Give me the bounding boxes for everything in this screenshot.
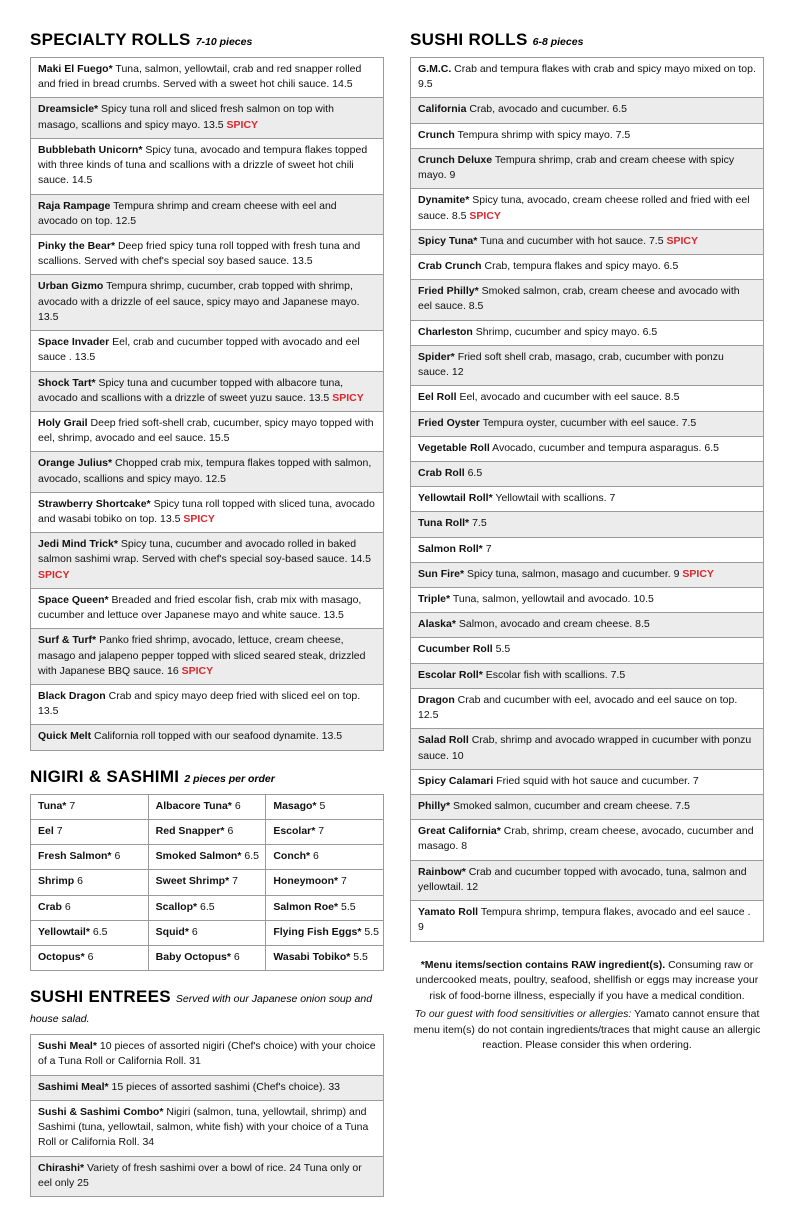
item-price: 9 xyxy=(673,567,680,580)
menu-item-row xyxy=(30,235,384,275)
menu-item-row xyxy=(30,629,384,685)
item-description: Tempura shrimp with spicy mayo. xyxy=(457,128,613,141)
sushi-rolls-heading xyxy=(410,30,764,50)
menu-item-row xyxy=(30,331,384,371)
item-price: 6.5 xyxy=(467,466,483,479)
menu-item-row xyxy=(30,139,384,195)
nigiri-cell xyxy=(149,795,267,820)
item-price: 7.5 xyxy=(648,234,664,247)
item-description: 10 pieces of assorted nigiri (Chef's choice) with your choice of a Tuna Roll or California Roll. xyxy=(38,1040,376,1068)
menu-item-row xyxy=(410,255,764,280)
item-price: 5.5 xyxy=(353,950,368,963)
item-price: 6 xyxy=(191,925,198,938)
item-price: 7.5 xyxy=(610,668,626,681)
item-name: Cucumber Roll xyxy=(418,643,493,656)
item-description: Smoked salmon, crab, cream cheese and avocado with eel sauce. xyxy=(418,285,740,313)
item-name: Albacore Tuna* xyxy=(155,799,232,812)
item-name: Crunch xyxy=(418,128,455,141)
item-description: Crab, tempura flakes and spicy mayo. xyxy=(484,259,661,272)
section-nigiri-sashimi xyxy=(30,767,384,972)
item-price: 8 xyxy=(461,840,468,853)
item-price: 14.5 xyxy=(332,78,353,91)
menu-item-row xyxy=(410,462,764,487)
item-price: 5 xyxy=(319,799,326,812)
item-name: Great California* xyxy=(418,825,501,838)
item-name: Squid* xyxy=(155,925,189,938)
item-price: 7 xyxy=(232,875,238,888)
nigiri-cell xyxy=(266,870,384,895)
item-description: Crab, avocado and cucumber. xyxy=(469,103,610,116)
menu-item-row xyxy=(410,346,764,386)
item-price: 14.5 xyxy=(71,174,93,187)
item-description: 15 pieces of assorted sashimi (Chef's choice). xyxy=(111,1080,326,1093)
item-name: Urban Gizmo xyxy=(38,280,104,293)
menu-item-row xyxy=(410,512,764,537)
item-price: 5.5 xyxy=(495,643,511,656)
item-description: Crab and cucumber topped with avocado, tuna, salmon and yellowtail. xyxy=(418,865,747,893)
item-name: Vegetable Roll xyxy=(418,441,490,454)
item-name: Surf & Turf* xyxy=(38,634,97,647)
item-description: Spicy tuna, avocado, cream cheese rolled and fried with eel sauce. xyxy=(418,194,750,222)
item-name: Escolar Roll* xyxy=(418,668,483,681)
item-price: 7 xyxy=(609,492,616,505)
item-description: Salmon, avocado and cream cheese. xyxy=(458,618,633,631)
item-price: 12.5 xyxy=(205,472,226,485)
menu-item-row xyxy=(30,195,384,235)
item-price: 7 xyxy=(692,774,699,787)
item-price: 6.5 xyxy=(92,925,108,938)
item-price: 9 xyxy=(449,169,456,182)
specialty-rolls-list xyxy=(30,57,384,751)
item-price: 12.5 xyxy=(418,709,439,722)
item-description: Tuna, salmon, yellowtail and avocado. xyxy=(452,593,631,606)
item-description: Shrimp, cucumber and spicy mayo. xyxy=(475,325,640,338)
menu-item-row xyxy=(30,1157,384,1197)
item-description: Variety of fresh sashimi over a bowl of rice. xyxy=(87,1161,287,1174)
item-price: 34 xyxy=(142,1136,155,1149)
item-price: 13.5 xyxy=(203,118,224,131)
allergy-note xyxy=(410,1007,764,1054)
item-price: 7 xyxy=(318,824,325,837)
menu-item-row xyxy=(30,725,384,750)
item-price: 6 xyxy=(64,900,71,913)
raw-ingredients-note xyxy=(410,958,764,1005)
item-name: California xyxy=(418,103,467,116)
section-title: SPECIALTY ROLLS xyxy=(30,30,191,49)
item-price: 13.5 xyxy=(321,730,343,743)
sushi-entrees-list xyxy=(30,1034,384,1197)
item-name: Triple* xyxy=(418,593,451,606)
nigiri-cell xyxy=(149,896,267,921)
nigiri-cell xyxy=(266,820,384,845)
item-description: Spicy tuna and cucumber topped with albacore tuna, avocado and scallions with a drizzle of sweet yuzu sauce. xyxy=(38,376,344,404)
item-price: 13.5 xyxy=(160,513,181,526)
item-price: 10.5 xyxy=(633,593,654,606)
spicy-badge: SPICY xyxy=(682,567,714,580)
item-description: Nigiri (salmon, tuna, yellowtail, shrimp) and Sashimi (tuna, yellowtail, salmon, white fish) with your choice of a Tuna Roll or California Roll. xyxy=(38,1105,369,1149)
item-description: Fried squid with hot sauce and cucumber. xyxy=(496,774,690,787)
sushi-rolls-list xyxy=(410,57,764,942)
item-name: Sashimi Meal* xyxy=(38,1080,109,1093)
item-price: 6.5 xyxy=(704,441,720,454)
item-description: Panko fried shrimp, avocado, lettuce, cream cheese, masago and jalapeno pepper topped with sliced seared steak, drizzled with Japanese BBQ sauce. xyxy=(38,634,366,677)
menu-item-row xyxy=(30,1076,384,1101)
item-price: 7.5 xyxy=(675,800,691,812)
item-price: 7 xyxy=(485,542,492,555)
nigiri-cell xyxy=(31,870,149,895)
nigiri-cell xyxy=(266,845,384,870)
item-price: 6 xyxy=(114,850,121,863)
item-name: Shock Tart* xyxy=(38,376,96,389)
item-name: Fried Oyster xyxy=(418,416,480,429)
item-description: Escolar fish with scallions. xyxy=(485,668,608,681)
item-price: 8.5 xyxy=(468,300,484,313)
spicy-badge: SPICY xyxy=(666,234,698,247)
item-description: Crab, shrimp and avocado wrapped in cucumber with ponzu sauce. xyxy=(418,734,752,762)
item-price: 7.5 xyxy=(615,128,631,141)
item-name: Spicy Calamari xyxy=(418,774,494,787)
item-name: Raja Rampage xyxy=(38,199,111,212)
menu-item-row xyxy=(30,98,384,138)
item-description: Crab and tempura flakes with crab and spicy mayo mixed on top. xyxy=(454,63,756,75)
item-price: 13.5 xyxy=(308,391,330,404)
menu-item-row xyxy=(410,437,764,462)
nigiri-cell xyxy=(31,845,149,870)
item-description: Deep fried spicy tuna roll topped with fresh tuna and scallions. Served with chef's special soy based sauce. xyxy=(38,239,361,268)
section-subtitle: 6-8 pieces xyxy=(532,36,584,48)
item-name: Tuna Roll* xyxy=(418,517,470,530)
menu-item-row xyxy=(30,589,384,629)
item-price: 33 xyxy=(328,1080,341,1093)
nigiri-cell xyxy=(266,795,384,820)
nigiri-cell xyxy=(31,795,149,820)
item-name: Sweet Shrimp* xyxy=(155,875,230,888)
spicy-badge: SPICY xyxy=(183,513,215,526)
section-sushi-rolls xyxy=(410,30,764,942)
item-price: 12 xyxy=(451,366,464,379)
item-price: 9.5 xyxy=(418,78,433,91)
menu-item-row xyxy=(410,321,764,346)
section-subtitle: 2 pieces per order xyxy=(184,772,275,785)
item-name: Pinky the Bear* xyxy=(38,239,116,252)
item-name: Spider* xyxy=(418,350,455,363)
menu-item-row xyxy=(410,189,764,229)
menu-item-row xyxy=(30,493,384,533)
item-price: 6 xyxy=(234,799,241,812)
footer-disclaimer xyxy=(410,958,764,1055)
item-price: 6 xyxy=(77,875,83,888)
section-title: SUSHI ENTREES xyxy=(30,987,171,1007)
item-description: Spicy tuna, avocado and tempura flakes topped with three kinds of tuna and scallions with a drizzle of sweet hot chili sauce. xyxy=(38,143,368,187)
item-name: Eel xyxy=(38,824,54,837)
section-title: SUSHI ROLLS xyxy=(410,30,528,49)
item-price: 13.5 xyxy=(323,609,344,622)
item-name: Flying Fish Eggs* xyxy=(273,925,362,938)
raw-note-bold: *Menu items/section contains RAW ingredient(s). xyxy=(420,958,666,971)
item-description: Avocado, cucumber and tempura asparagus. xyxy=(492,441,702,454)
menu-item-row xyxy=(410,664,764,689)
item-description: Smoked salmon, cucumber and cream cheese. xyxy=(453,800,673,812)
item-price: 5.5 xyxy=(364,925,379,938)
item-name: Baby Octopus* xyxy=(155,950,231,963)
item-price: 24 Tuna only or eel only 25 xyxy=(38,1161,362,1189)
item-price: 13.5 xyxy=(292,255,313,268)
spicy-badge: SPICY xyxy=(181,664,214,677)
item-price: 6.5 xyxy=(200,900,215,913)
item-description: Tempura shrimp, crab and cream cheese with spicy mayo. xyxy=(418,153,735,182)
item-price: 6.5 xyxy=(663,259,679,272)
menu-item-row xyxy=(410,861,764,901)
item-name: Quick Melt xyxy=(38,730,92,743)
nigiri-cell xyxy=(149,921,267,946)
menu-item-row xyxy=(410,280,764,320)
item-description: Crab and spicy mayo deep fried with sliced eel on top. xyxy=(108,690,361,702)
nigiri-cell xyxy=(149,946,267,971)
item-name: Crab xyxy=(38,900,62,913)
item-description: Tempura shrimp and cream cheese with eel and avocado on top. xyxy=(38,199,337,227)
item-name: Fresh Salmon* xyxy=(38,850,112,863)
item-description: Tempura oyster, cucumber with eel sauce. xyxy=(482,416,679,429)
item-name: Honeymoon* xyxy=(273,875,339,888)
specialty-rolls-heading xyxy=(30,30,384,50)
item-price: 6.5 xyxy=(642,325,658,338)
item-name: Salmon Roe* xyxy=(273,900,339,913)
item-name: Eel Roll xyxy=(418,391,457,404)
section-specialty-rolls xyxy=(30,30,384,751)
nigiri-cell xyxy=(31,921,149,946)
menu-item-row xyxy=(410,487,764,512)
item-price: 12.5 xyxy=(115,214,137,227)
item-price: 12 xyxy=(466,880,479,893)
menu-item-row xyxy=(410,149,764,189)
item-description: Spicy tuna, cucumber and avocado rolled in baked salmon sashimi wrap. Served with chef's special soy-based sauce. xyxy=(38,538,357,566)
allergy-note-lead: To our guest with food sensitivities or allergies: xyxy=(414,1007,632,1020)
item-price: 6 xyxy=(313,850,319,863)
item-name: Yellowtail* xyxy=(38,925,90,938)
item-name: Tuna* xyxy=(38,799,67,812)
menu-item-row xyxy=(410,638,764,663)
menu-item-row xyxy=(30,412,384,452)
item-price: 6 xyxy=(227,824,234,837)
menu-item-row xyxy=(30,58,384,98)
nigiri-cell xyxy=(31,946,149,971)
item-name: Philly* xyxy=(418,800,451,812)
item-name: Black Dragon xyxy=(38,690,106,702)
nigiri-sashimi-heading xyxy=(30,767,384,787)
item-name: Space Invader xyxy=(38,336,110,349)
item-description: Crab and cucumber with eel, avocado and eel sauce on top. xyxy=(457,693,738,706)
item-name: Yamato Roll xyxy=(418,906,479,919)
menu-item-row xyxy=(410,901,764,941)
item-price: 9 xyxy=(418,921,424,934)
item-price: 7.5 xyxy=(472,517,487,530)
menu-item-row xyxy=(30,452,384,492)
item-name: Dragon xyxy=(418,693,455,706)
item-price: 14.5 xyxy=(350,553,371,566)
item-description: Tuna, salmon, yellowtail, crab and red snapper rolled and fried in bread crumbs. Served with a sweet hot chili sauce. xyxy=(38,63,362,91)
item-name: Salmon Roll* xyxy=(418,542,483,555)
item-price: 7 xyxy=(56,824,63,837)
item-name: Conch* xyxy=(273,850,311,863)
item-name: Red Snapper* xyxy=(155,824,225,837)
item-name: Chirashi* xyxy=(38,1161,85,1174)
section-sushi-entrees xyxy=(30,987,384,1197)
item-name: Strawberry Shortcake* xyxy=(38,497,151,510)
nigiri-cell xyxy=(31,896,149,921)
nigiri-cell xyxy=(149,845,267,870)
item-name: Masago* xyxy=(273,799,317,812)
item-name: Crab Crunch xyxy=(418,259,482,272)
item-description: Breaded and fried escolar fish, crab mix with masago, cucumber and lettuce over Japanese mayo and white sauce. xyxy=(38,593,362,622)
item-price: 5.5 xyxy=(341,900,356,913)
section-title: NIGIRI & SASHIMI xyxy=(30,766,180,786)
nigiri-cell xyxy=(266,896,384,921)
item-price: 7.5 xyxy=(681,416,697,429)
nigiri-sashimi-table xyxy=(30,794,384,972)
item-price: 16 xyxy=(167,664,179,677)
menu-item-row xyxy=(30,685,384,725)
menu-item-row xyxy=(30,275,384,331)
spicy-badge: SPICY xyxy=(332,391,364,404)
left-column xyxy=(30,30,384,1213)
menu-item-row xyxy=(410,538,764,563)
item-price: 8.5 xyxy=(664,391,680,404)
item-name: Wasabi Tobiko* xyxy=(273,950,351,963)
item-name: Yellowtail Roll* xyxy=(418,492,493,505)
item-price: 31 xyxy=(189,1055,201,1068)
item-description: Spicy tuna roll and sliced fresh salmon on top with masago, scallions and spicy mayo. xyxy=(38,103,334,131)
item-name: Scallop* xyxy=(155,900,198,913)
nigiri-cell xyxy=(266,946,384,971)
item-description: Tempura shrimp, cucumber, crab topped with shrimp, avocado with a drizzle of eel sauce, spicy mayo and Japanese mayo. xyxy=(38,280,360,308)
item-name: Octopus* xyxy=(38,950,85,963)
item-name: Sun Fire* xyxy=(418,567,465,580)
menu-item-row xyxy=(410,563,764,588)
item-price: 13.5 xyxy=(74,351,96,364)
nigiri-cell xyxy=(31,820,149,845)
item-description: Deep fried soft-shell crab, cucumber, spicy mayo topped with eel, shrimp, avocado and eel sauce. xyxy=(38,416,374,445)
spicy-badge: SPICY xyxy=(38,568,70,581)
menu-item-row xyxy=(410,588,764,613)
item-name: Jedi Mind Trick* xyxy=(38,538,118,551)
item-description: Crab, shrimp, cream cheese, avocado, cucumber and masago. xyxy=(418,825,754,853)
menu-item-row xyxy=(30,372,384,412)
menu-item-row xyxy=(410,820,764,860)
item-description: Tempura shrimp, tempura flakes, avocado and eel sauce . xyxy=(480,906,751,919)
item-name: Sushi Meal* xyxy=(38,1040,97,1053)
menu-item-row xyxy=(30,533,384,589)
sushi-entrees-heading xyxy=(30,987,384,1027)
item-name: Shrimp xyxy=(38,875,75,888)
item-price: 13.5 xyxy=(38,310,59,323)
item-name: Space Queen* xyxy=(38,593,109,606)
menu-item-row xyxy=(30,1035,384,1075)
item-price: 6 xyxy=(233,950,240,963)
right-column xyxy=(410,30,764,1213)
menu-item-row xyxy=(410,98,764,123)
item-name: Bubblebath Unicorn* xyxy=(38,143,143,156)
menu-item-row xyxy=(30,1101,384,1157)
item-price: 15.5 xyxy=(209,432,230,445)
item-name: Escolar* xyxy=(273,824,316,837)
item-name: Crab Roll xyxy=(418,466,465,479)
item-name: Alaska* xyxy=(418,618,456,631)
item-description: Spicy tuna, salmon, masago and cucumber. xyxy=(467,567,671,580)
item-name: G.M.C. xyxy=(418,63,452,75)
item-name: Smoked Salmon* xyxy=(155,850,242,863)
menu-item-row xyxy=(410,230,764,255)
item-name: Orange Julius* xyxy=(38,457,113,470)
item-price: 10 xyxy=(451,749,464,762)
item-name: Maki El Fuego* xyxy=(38,63,113,75)
menu-item-row xyxy=(410,613,764,638)
item-description: Spicy tuna roll topped with sliced tuna, avocado and wasabi tobiko on top. xyxy=(38,497,375,526)
item-description: Tuna and cucumber with hot sauce. xyxy=(480,234,647,247)
item-price: 7 xyxy=(341,875,347,888)
section-subtitle: Served with our Japanese onion soup and house salad. xyxy=(30,993,373,1026)
item-name: Dreamsicle* xyxy=(38,103,99,116)
nigiri-cell xyxy=(149,870,267,895)
item-name: Dynamite* xyxy=(418,194,470,207)
allergy-note-text: Yamato cannot ensure that menu item(s) do not contain ingredients/traces that might cause an allergic reaction. Please consider this when ordering. xyxy=(413,1007,761,1052)
item-name: Charleston xyxy=(418,325,473,338)
item-name: Salad Roll xyxy=(418,734,469,747)
item-price: 6.5 xyxy=(612,103,627,116)
item-price: 8.5 xyxy=(451,209,467,222)
item-price: 6.5 xyxy=(244,850,259,863)
section-subtitle: 7-10 pieces xyxy=(195,36,253,48)
item-price: 13.5 xyxy=(38,705,59,718)
item-description: Eel, crab and cucumber topped with avocado and eel sauce . xyxy=(38,336,360,364)
item-description: Chopped crab mix, tempura flakes topped with salmon, avocado, scallions and spicy mayo. xyxy=(38,457,372,485)
item-description: Eel, avocado and cucumber with eel sauce. xyxy=(459,391,662,404)
menu-item-row xyxy=(410,770,764,795)
item-name: Holy Grail xyxy=(38,416,88,429)
item-description: Yellowtail with scallions. xyxy=(495,492,607,505)
item-price: 7 xyxy=(69,799,76,812)
menu-item-row xyxy=(410,124,764,149)
item-name: Crunch Deluxe xyxy=(418,153,493,166)
spicy-badge: SPICY xyxy=(226,118,259,131)
menu-item-row xyxy=(410,795,764,820)
item-price: 8.5 xyxy=(635,618,650,631)
menu-item-row xyxy=(410,729,764,769)
item-name: Fried Philly* xyxy=(418,285,479,298)
item-name: Spicy Tuna* xyxy=(418,234,478,247)
raw-note-text: Consuming raw or undercooked meats, poultry, seafood, shellfish or eggs may increase your risk of food-borne illness, especially if you have a medical condition. xyxy=(415,958,759,1003)
menu-item-row xyxy=(410,689,764,729)
menu-item-row xyxy=(410,412,764,437)
item-name: Rainbow* xyxy=(418,865,466,878)
nigiri-cell xyxy=(149,820,267,845)
item-description: California roll topped with our seafood dynamite. xyxy=(94,730,319,743)
item-name: Sushi & Sashimi Combo* xyxy=(38,1105,164,1118)
menu-item-row xyxy=(410,386,764,411)
item-price: 6 xyxy=(87,950,94,963)
nigiri-cell xyxy=(266,921,384,946)
menu-item-row xyxy=(410,58,764,98)
item-description: Fried soft shell crab, masago, crab, cucumber with ponzu sauce. xyxy=(418,350,724,379)
spicy-badge: SPICY xyxy=(469,209,501,222)
